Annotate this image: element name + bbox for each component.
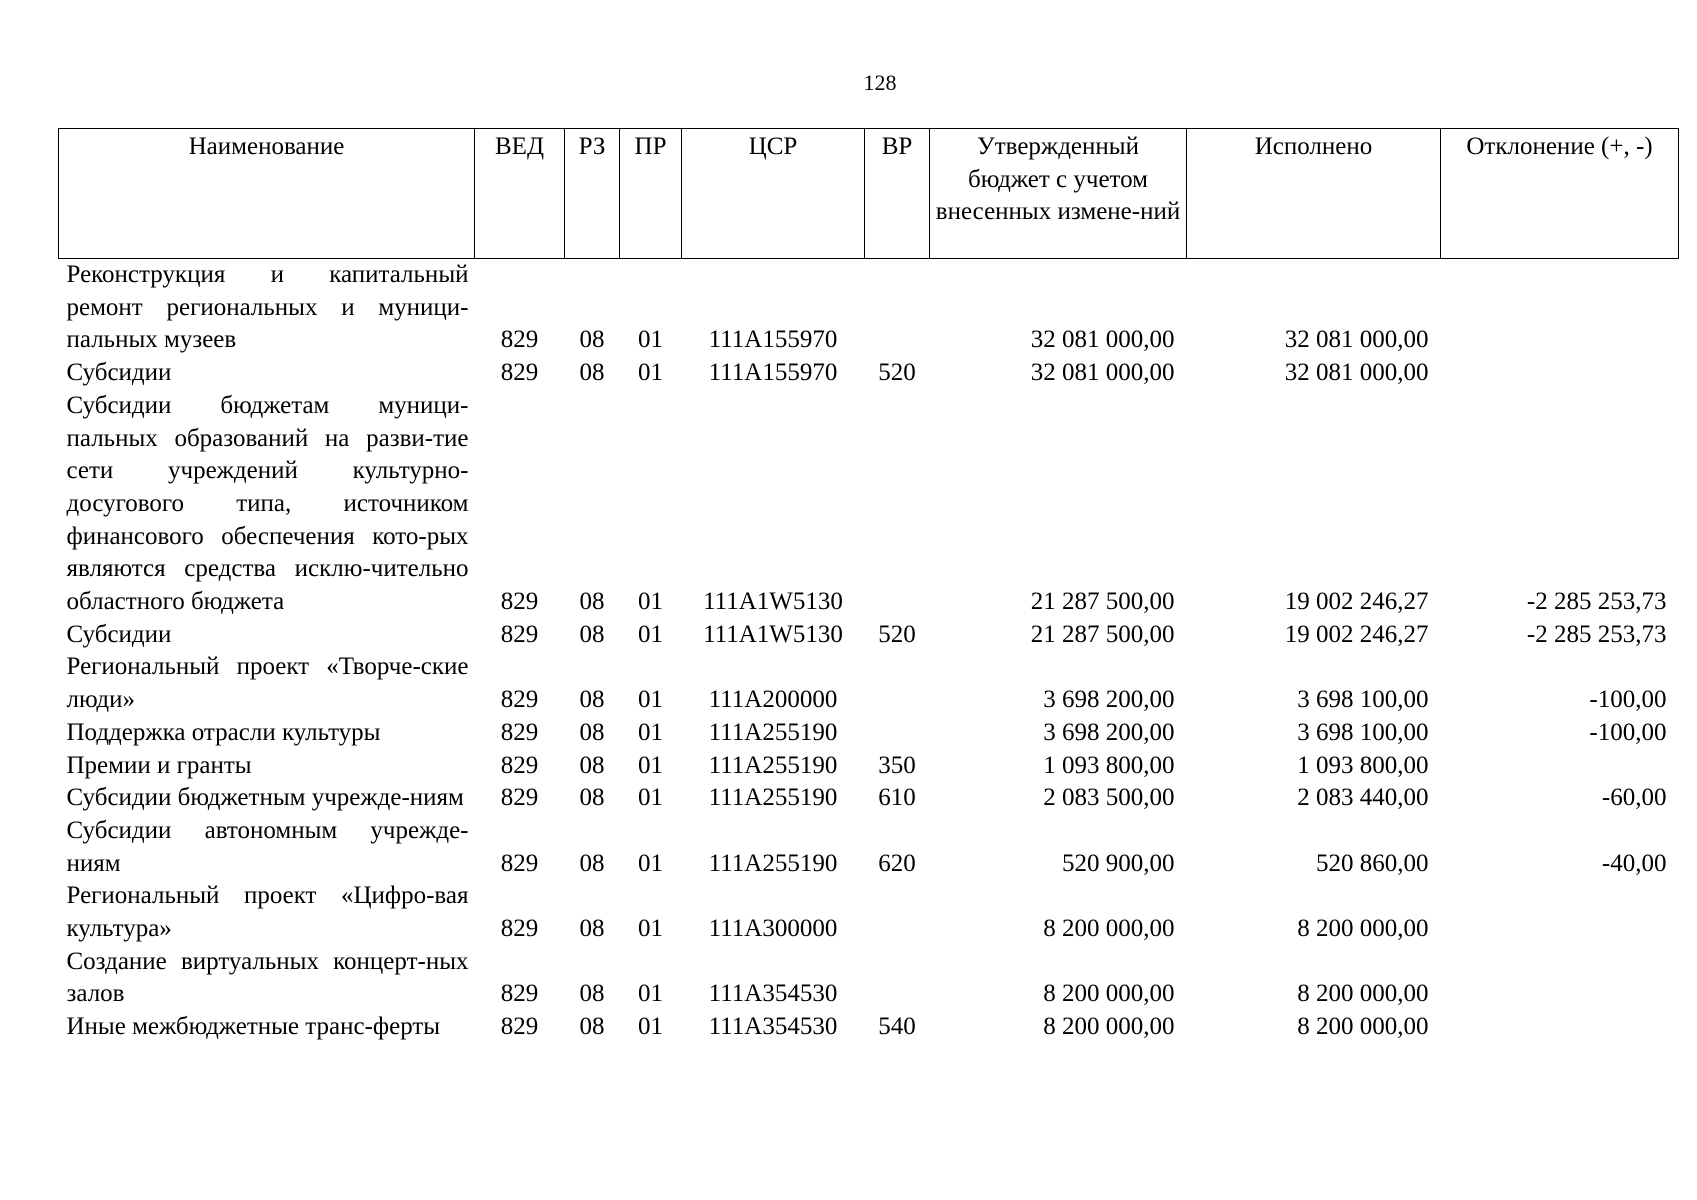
cell-ved: 829: [500, 1013, 539, 1041]
cell-deviation: -100,00: [1589, 686, 1667, 714]
cell-deviation: [1441, 1011, 1679, 1044]
cell-pr: 01: [638, 620, 663, 648]
cell-deviation: [1441, 880, 1679, 945]
table-row: [59, 782, 1679, 815]
cell-csr: 111A155970: [708, 326, 838, 354]
cell-pr: 01: [638, 588, 663, 616]
cell-rz: 08: [579, 686, 605, 714]
cell-rz: 08: [579, 588, 605, 616]
cell-pr: 01: [638, 849, 663, 877]
cell-csr: 111A255190: [708, 849, 838, 877]
cell-ved: 829: [500, 980, 539, 1008]
cell-ved: 829: [500, 359, 539, 387]
cell-csr: 111A300000: [708, 915, 838, 943]
cell-pr: 01: [638, 915, 663, 943]
cell-deviation: -2 285 253,73: [1526, 620, 1667, 648]
cell-deviation: -60,00: [1601, 784, 1667, 812]
cell-rz: 08: [579, 980, 605, 1008]
cell-deviation: [1441, 259, 1679, 358]
cell-csr: 111A1W5130: [703, 588, 843, 616]
header-approved: Утвержденный бюджет с учетом внесенных измене-ний: [930, 129, 1187, 259]
header-csr: ЦСР: [682, 129, 865, 259]
cell-vr: [865, 717, 930, 750]
cell-deviation: [1441, 357, 1679, 390]
table-row: [59, 880, 1679, 945]
cell-approved: 21 287 500,00: [1030, 620, 1175, 648]
cell-csr: 111A200000: [708, 686, 838, 714]
cell-executed: 8 200 000,00: [1297, 980, 1429, 1008]
cell-vr: [865, 946, 930, 1011]
table-row: [59, 1011, 1679, 1044]
cell-executed: 19 002 246,27: [1284, 588, 1429, 616]
table-row: [59, 750, 1679, 783]
cell-deviation: [1441, 750, 1679, 783]
cell-approved: 8 200 000,00: [1043, 1013, 1175, 1041]
cell-ved: 829: [500, 915, 539, 943]
cell-vr: [865, 880, 930, 945]
cell-vr: 610: [878, 784, 916, 812]
cell-pr: 01: [638, 718, 663, 746]
cell-name: Субсидии: [66, 620, 172, 648]
header-vr: ВР: [865, 129, 930, 259]
cell-vr: [865, 259, 930, 358]
header-executed: Исполнено: [1187, 129, 1441, 259]
header-pr: ПР: [620, 129, 682, 259]
table-header-row: [59, 129, 1679, 259]
header-rz: РЗ: [565, 129, 620, 259]
cell-rz: 08: [579, 620, 605, 648]
cell-csr: 111A1W5130: [703, 620, 843, 648]
cell-approved: 3 698 200,00: [1043, 718, 1175, 746]
table-body: [59, 259, 1679, 1044]
table-row: [59, 619, 1679, 652]
cell-executed: 8 200 000,00: [1297, 915, 1429, 943]
cell-vr: 350: [878, 751, 916, 779]
cell-vr: 620: [878, 849, 916, 877]
budget-table: [58, 128, 1679, 1044]
cell-csr: 111A155970: [708, 359, 838, 387]
table-row: [59, 815, 1679, 880]
cell-ved: 829: [500, 588, 539, 616]
cell-executed: 8 200 000,00: [1297, 1013, 1429, 1041]
cell-executed: 2 083 440,00: [1297, 784, 1429, 812]
cell-ved: 829: [500, 849, 539, 877]
cell-name: Создание виртуальных концерт-ных залов: [66, 947, 469, 1008]
cell-csr: 111A255190: [708, 751, 838, 779]
cell-vr: 520: [878, 359, 916, 387]
header-ved: ВЕД: [475, 129, 565, 259]
cell-csr: 111A255190: [708, 718, 838, 746]
cell-rz: 08: [579, 718, 605, 746]
cell-name: Субсидии: [66, 359, 172, 387]
cell-name: Поддержка отрасли культуры: [66, 718, 381, 746]
cell-executed: 520 860,00: [1316, 849, 1429, 877]
cell-approved: 8 200 000,00: [1043, 915, 1175, 943]
cell-executed: 19 002 246,27: [1284, 620, 1429, 648]
table-row: [59, 946, 1679, 1011]
cell-executed: 3 698 100,00: [1297, 718, 1429, 746]
cell-pr: 01: [638, 359, 663, 387]
cell-approved: 1 093 800,00: [1043, 751, 1175, 779]
cell-ved: 829: [500, 620, 539, 648]
cell-deviation: -2 285 253,73: [1526, 588, 1667, 616]
cell-name: Региональный проект «Творче-ские люди»: [66, 653, 469, 714]
cell-executed: 32 081 000,00: [1284, 359, 1429, 387]
table-row: [59, 357, 1679, 390]
cell-rz: 08: [579, 326, 605, 354]
cell-rz: 08: [579, 915, 605, 943]
cell-ved: 829: [500, 751, 539, 779]
cell-rz: 08: [579, 751, 605, 779]
cell-ved: 829: [500, 784, 539, 812]
table-row: [59, 651, 1679, 716]
cell-approved: 2 083 500,00: [1043, 784, 1175, 812]
cell-executed: 32 081 000,00: [1284, 326, 1429, 354]
cell-rz: 08: [579, 359, 605, 387]
cell-name: Региональный проект «Цифро-вая культура»: [66, 882, 469, 943]
cell-csr: 111A255190: [708, 784, 838, 812]
table-row: [59, 259, 1679, 358]
cell-approved: 32 081 000,00: [1030, 359, 1175, 387]
cell-pr: 01: [638, 686, 663, 714]
cell-name: Иные межбюджетные транс-ферты: [66, 1013, 441, 1041]
cell-pr: 01: [638, 1013, 663, 1041]
cell-executed: 3 698 100,00: [1297, 686, 1429, 714]
cell-csr: 111A354530: [708, 980, 838, 1008]
cell-approved: 32 081 000,00: [1030, 326, 1175, 354]
cell-pr: 01: [638, 784, 663, 812]
cell-vr: 520: [878, 620, 916, 648]
cell-rz: 08: [579, 1013, 605, 1041]
header-deviation: Отклонение (+, -): [1441, 129, 1679, 259]
cell-vr: 540: [878, 1013, 916, 1041]
cell-deviation: [1441, 946, 1679, 1011]
cell-ved: 829: [500, 326, 539, 354]
cell-rz: 08: [579, 849, 605, 877]
cell-name: Премии и гранты: [66, 751, 252, 779]
cell-vr: [865, 651, 930, 716]
cell-ved: 829: [500, 686, 539, 714]
cell-approved: 520 900,00: [1062, 849, 1175, 877]
cell-rz: 08: [579, 784, 605, 812]
cell-executed: 1 093 800,00: [1297, 751, 1429, 779]
cell-deviation: -40,00: [1601, 849, 1667, 877]
cell-ved: 829: [500, 718, 539, 746]
page-number: 128: [863, 70, 897, 95]
cell-approved: 21 287 500,00: [1030, 588, 1175, 616]
header-name: Наименование: [59, 129, 475, 259]
cell-name: Реконструкция и капитальный ремонт региональных и муници-пальных музеев: [66, 261, 469, 354]
table-row: [59, 390, 1679, 619]
cell-name: Субсидии бюджетным учрежде-ниям: [66, 784, 464, 812]
cell-name: Субсидии бюджетам муници-пальных образований на разви-тие сети учреждений культурно-досугового типа, источником финансового обеспечения кото-рых являются средства исклю-чительно областного бюджета: [66, 391, 469, 616]
cell-name: Субсидии автономным учрежде-ниям: [66, 816, 469, 877]
table-row: [59, 717, 1679, 750]
cell-deviation: -100,00: [1589, 718, 1667, 746]
cell-vr: [865, 390, 930, 619]
cell-approved: 3 698 200,00: [1043, 686, 1175, 714]
cell-pr: 01: [638, 980, 663, 1008]
cell-approved: 8 200 000,00: [1043, 980, 1175, 1008]
cell-csr: 111A354530: [708, 1013, 838, 1041]
cell-pr: 01: [638, 326, 663, 354]
cell-pr: 01: [638, 751, 663, 779]
